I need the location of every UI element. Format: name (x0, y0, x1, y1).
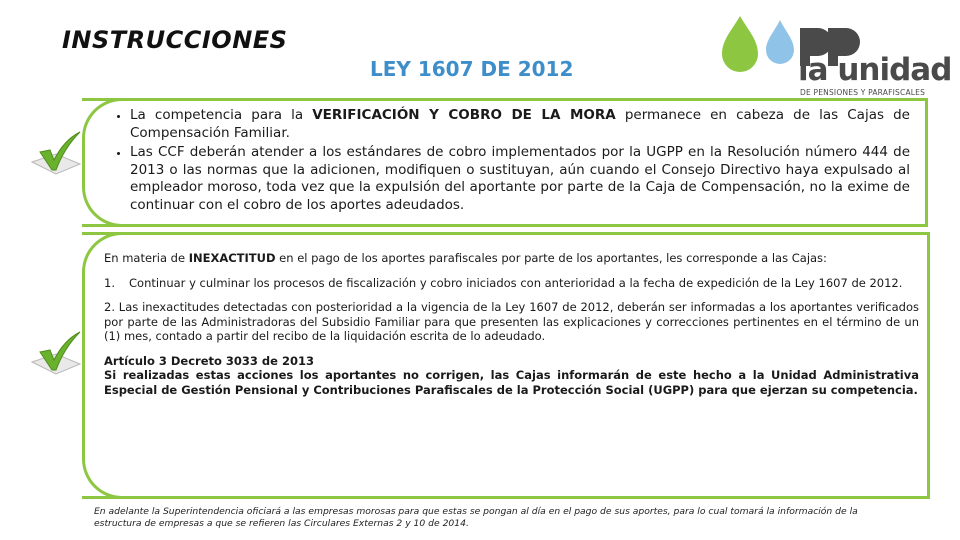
logo (718, 10, 952, 102)
logo-word: la unidad (798, 52, 952, 88)
page-title: INSTRUCCIONES (62, 26, 288, 54)
checkmark-icon (30, 330, 82, 376)
article-text: Si realizadas estas acciones los aportantes no corrigen, las Cajas informarán de este hecho a la Unidad Administrativa Especial de Gestión Pensional y Contribuciones Parafiscales de la Protección Social (UGPP) para que ejerzan su competencia. (104, 368, 919, 397)
footer-note: En adelante la Superintendencia oficiará a las empresas morosas para que estas se pongan al día en el pago de sus aportes, para lo cual tomará la información de la estructura de empresas a que se refieren las Circulares Externas 2 y 10 de 2014. (94, 506, 858, 529)
list-item: • Las CCF deberán atender a los estándares de cobro implementados por la UGPP en la Resolución número 444 de 2013 o las normas que la adicionen, modifiquen o sustituyan, aún cuando el Consejo Directivo haya expulsado al empleador moroso, toda vez que la expulsión del aportante por parte de la Caja de Compensación, no la exime de continuar con el cobro de los aportes adeudados. (130, 144, 910, 214)
numbered-item-1: 1. Continuar y culminar los procesos de fiscalización y cobro iniciados con anterioridad a la fecha de expedición de la Ley 1607 de 2012. (104, 275, 903, 290)
list-item: • La competencia para la VERIFICACIÓN Y COBRO DE LA MORA permanece en cabeza de las Cajas de Compensación Familiar. (130, 107, 910, 142)
intro-paragraph: En materia de INEXACTITUD en el pago de los aportes parafiscales por parte de los aportantes, les corresponde a las Cajas: (104, 251, 827, 265)
numbered-item-2: 2. Las inexactitudes detectadas con posterioridad a la vigencia de la Ley 1607 de 2012, deberán ser informadas a los aportantes verificados por parte de las Administradoras del Subsidio Familiar para que presenten las explicaciones y correcciones pertinentes en el término de un (1) mes, contado a partir del recibo de la liquidación escrita de lo adeudado. (104, 300, 919, 343)
logo-tagline: DE PENSIONES Y PARAFISCALES (800, 88, 926, 97)
article-heading: Artículo 3 Decreto 3033 de 2013 (104, 353, 314, 368)
mora-box (82, 98, 928, 227)
checkmark-icon (30, 130, 82, 176)
page-subtitle: LEY 1607 DE 2012 (370, 57, 574, 81)
inexactitud-box (82, 232, 930, 499)
